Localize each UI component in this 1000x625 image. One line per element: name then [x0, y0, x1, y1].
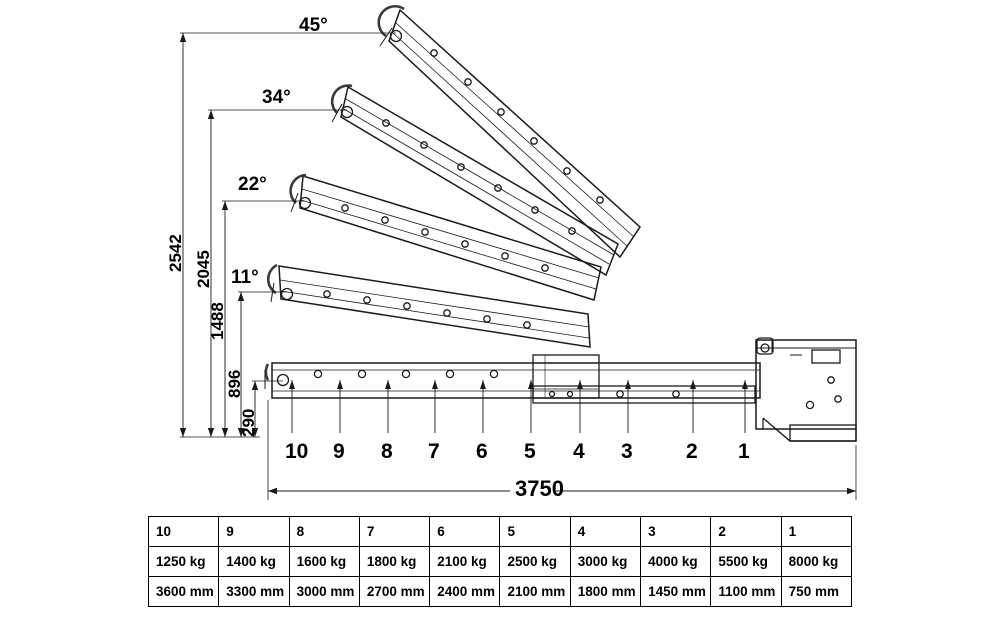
load-chart-table [148, 516, 852, 607]
table-cell: 2400 mm [430, 577, 500, 607]
table-cell: 1800 kg [359, 547, 429, 577]
position-label-10: 10 [285, 440, 309, 463]
boom-34deg [332, 86, 618, 275]
table-row [149, 547, 852, 577]
position-label-2: 2 [686, 440, 698, 463]
angle-label-11: 11° [231, 267, 259, 288]
vertical-dimension-arrows [180, 33, 258, 437]
boom-horizontal [265, 355, 760, 403]
table-cell: 3300 mm [219, 577, 289, 607]
table-cell: 1450 mm [641, 577, 711, 607]
boom-22deg [291, 175, 601, 300]
position-label-9: 9 [333, 440, 345, 463]
table-cell: 5 [500, 517, 570, 547]
dimension-label-1488: 1488 [208, 302, 227, 340]
dimension-label-896: 896 [225, 369, 244, 398]
position-label-1: 1 [738, 440, 750, 463]
dimension-label-2045: 2045 [194, 250, 213, 288]
table-cell: 2100 kg [430, 547, 500, 577]
table-row [149, 577, 852, 607]
table-cell: 1100 mm [711, 577, 781, 607]
table-cell: 10 [149, 517, 219, 547]
position-label-7: 7 [428, 440, 440, 463]
span-label-3750: 3750 [515, 476, 564, 501]
table-cell: 4000 kg [641, 547, 711, 577]
position-arrows [289, 380, 748, 389]
position-label-4: 4 [573, 440, 585, 463]
table-cell: 2 [711, 517, 781, 547]
table-cell: 1800 mm [570, 577, 640, 607]
position-label-8: 8 [381, 440, 393, 463]
table-cell: 5500 kg [711, 547, 781, 577]
table-cell: 8000 kg [781, 547, 851, 577]
position-leaders [292, 380, 745, 433]
table-cell: 1600 kg [289, 547, 359, 577]
table-cell: 4 [570, 517, 640, 547]
boom-45deg [379, 6, 640, 257]
table-cell: 3000 kg [570, 547, 640, 577]
table-cell: 1400 kg [219, 547, 289, 577]
angle-label-45: 45° [299, 15, 328, 36]
table-cell: 750 mm [781, 577, 851, 607]
position-label-3: 3 [621, 440, 633, 463]
boom-11deg [268, 265, 590, 347]
angle-label-34: 34° [262, 87, 291, 108]
table-cell: 2500 kg [500, 547, 570, 577]
dimension-label-290: 290 [239, 408, 258, 437]
table-cell: 9 [219, 517, 289, 547]
angle-label-22: 22° [238, 174, 267, 195]
table-cell: 3600 mm [149, 577, 219, 607]
position-label-5: 5 [524, 440, 536, 463]
table-cell: 2100 mm [500, 577, 570, 607]
table-cell: 1 [781, 517, 851, 547]
table-cell: 8 [289, 517, 359, 547]
table-cell: 3000 mm [289, 577, 359, 607]
machine-base [756, 338, 856, 441]
table-cell: 3 [641, 517, 711, 547]
table-cell: 7 [359, 517, 429, 547]
table-cell: 6 [430, 517, 500, 547]
dimension-label-2542: 2542 [166, 234, 185, 272]
table-row [149, 517, 852, 547]
position-label-6: 6 [476, 440, 488, 463]
table-cell: 1250 kg [149, 547, 219, 577]
table-cell: 2700 mm [359, 577, 429, 607]
